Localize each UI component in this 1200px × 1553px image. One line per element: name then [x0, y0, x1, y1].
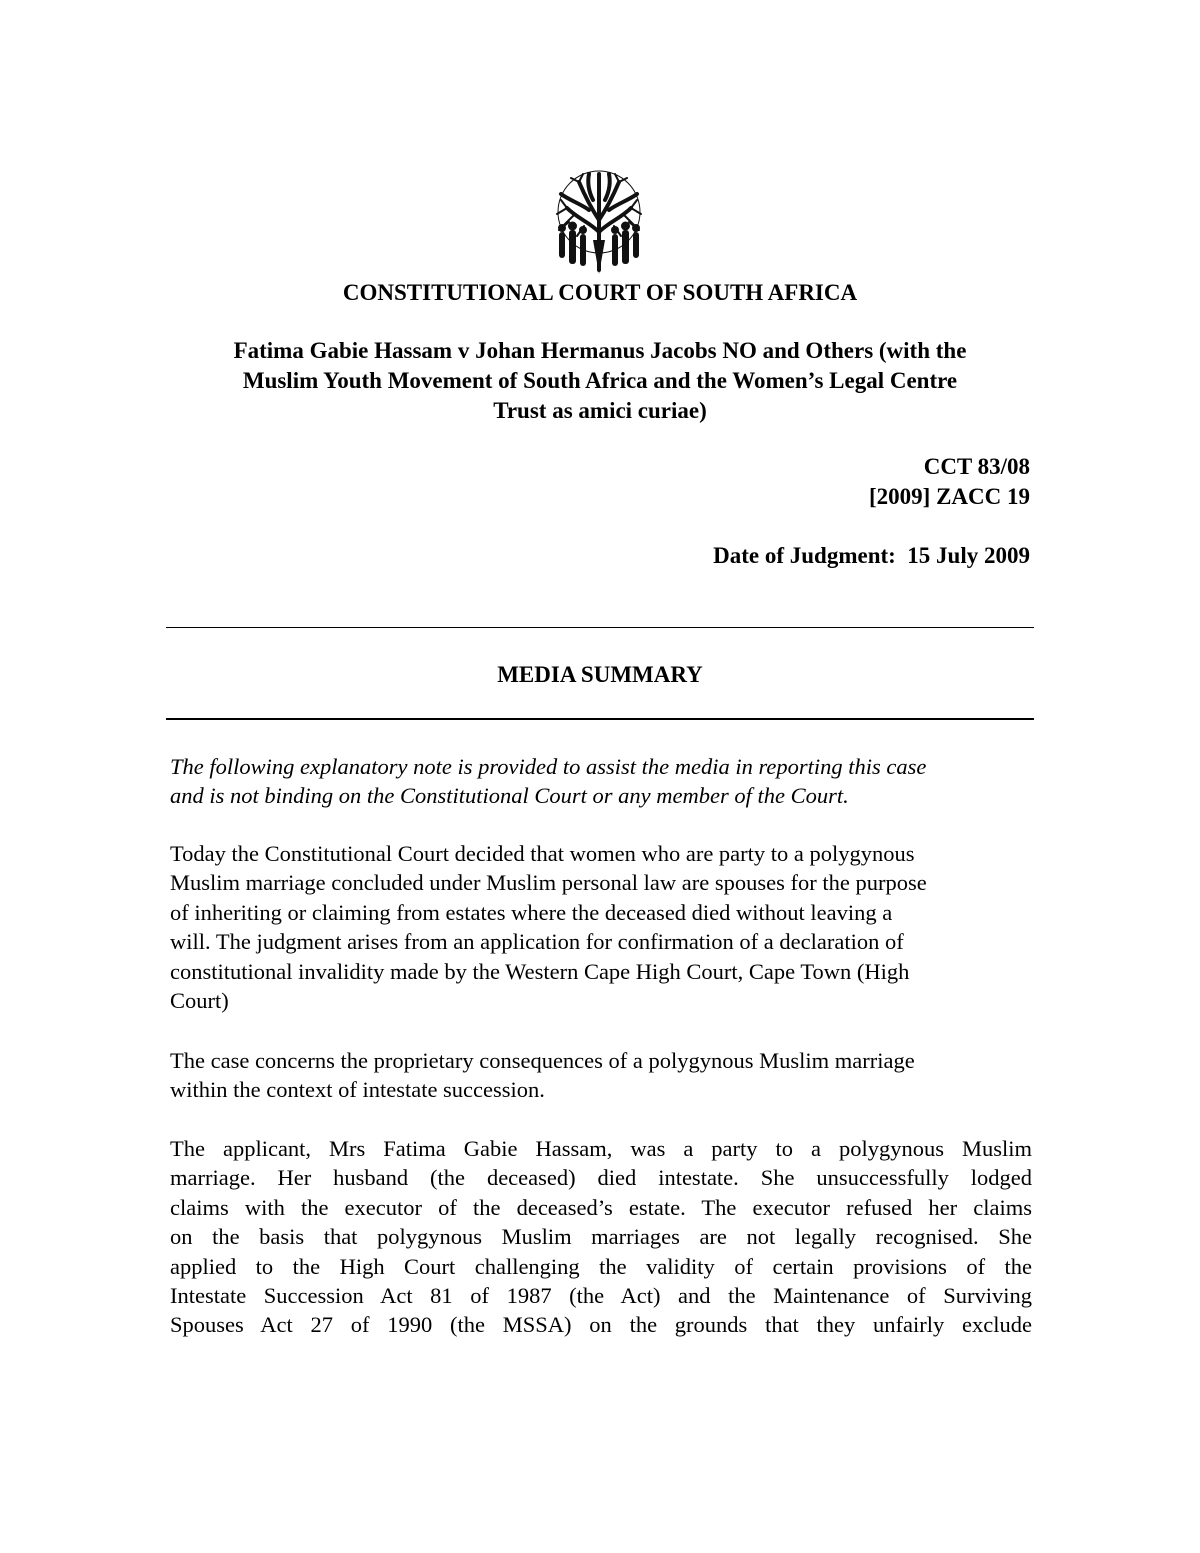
court-tree-logo: [549, 170, 649, 274]
paragraph-2: [170, 1046, 1032, 1105]
text-line: The case concerns the proprietary consequences of a polygynous Muslim marriage: [170, 1048, 915, 1073]
case-title: [170, 336, 1030, 426]
judgment-date: Date of Judgment: 15 July 2009: [713, 543, 1030, 568]
text-line: claims with the executor of the deceased’s estate. The executor refused her claims: [170, 1194, 1032, 1220]
text-line: marriage. Her husband (the deceased) died intestate. She unsuccessfully lodged: [170, 1165, 1032, 1191]
citation: [2009] ZACC 19: [869, 484, 1030, 509]
court-name: CONSTITUTIONAL COURT OF SOUTH AFRICA: [342, 280, 858, 305]
text-line: Intestate Succession Act 81 of 1987 (the Act) and the Maintenance of Surviving: [170, 1283, 1032, 1309]
text-line: The applicant, Mrs Fatima Gabie Hassam, was a party to a polygynous Muslim: [170, 1136, 1032, 1161]
case-references: [869, 452, 1030, 512]
explanatory-note: [170, 752, 1032, 811]
text-line: Today the Constitutional Court decided that women who are party to a polygynous: [170, 841, 915, 866]
case-title-line: Fatima Gabie Hassam v Johan Hermanus Jacobs NO and Others (with the: [233, 338, 967, 363]
section-title: MEDIA SUMMARY: [497, 662, 703, 687]
text-line: applied to the High Court challenging the validity of certain provisions of the: [170, 1253, 1032, 1279]
case-title-line: Muslim Youth Movement of South Africa and the Women’s Legal Centre: [242, 368, 958, 393]
paragraph-1: [170, 839, 1032, 1015]
text-line: on the basis that polygynous Muslim marriages are not legally recognised. She: [170, 1224, 1032, 1250]
case-number: CCT 83/08: [923, 454, 1030, 479]
text-line: Spouses Act 27 of 1990 (the MSSA) on the grounds that they unfairly exclude: [170, 1312, 1032, 1338]
text-line: Muslim marriage concluded under Muslim personal law are spouses for the purpose: [170, 870, 927, 896]
divider-bottom: [166, 718, 1034, 720]
case-title-line: Trust as amici curiae): [493, 398, 707, 423]
text-line: Court): [170, 988, 229, 1014]
text-line: of inheriting or claiming from estates where the deceased died without leaving a: [170, 899, 893, 925]
divider-top: [166, 627, 1034, 628]
text-line: within the context of intestate succession.: [170, 1077, 545, 1103]
text-line: will. The judgment arises from an application for confirmation of a declaration of: [170, 929, 904, 955]
paragraph-3: [170, 1134, 1032, 1340]
text-line: constitutional invalidity made by the Western Cape High Court, Cape Town (High: [170, 958, 910, 984]
text-line: and is not binding on the Constitutional Court or any member of the Court.: [170, 783, 849, 809]
text-line: The following explanatory note is provided to assist the media in reporting this case: [170, 754, 927, 779]
